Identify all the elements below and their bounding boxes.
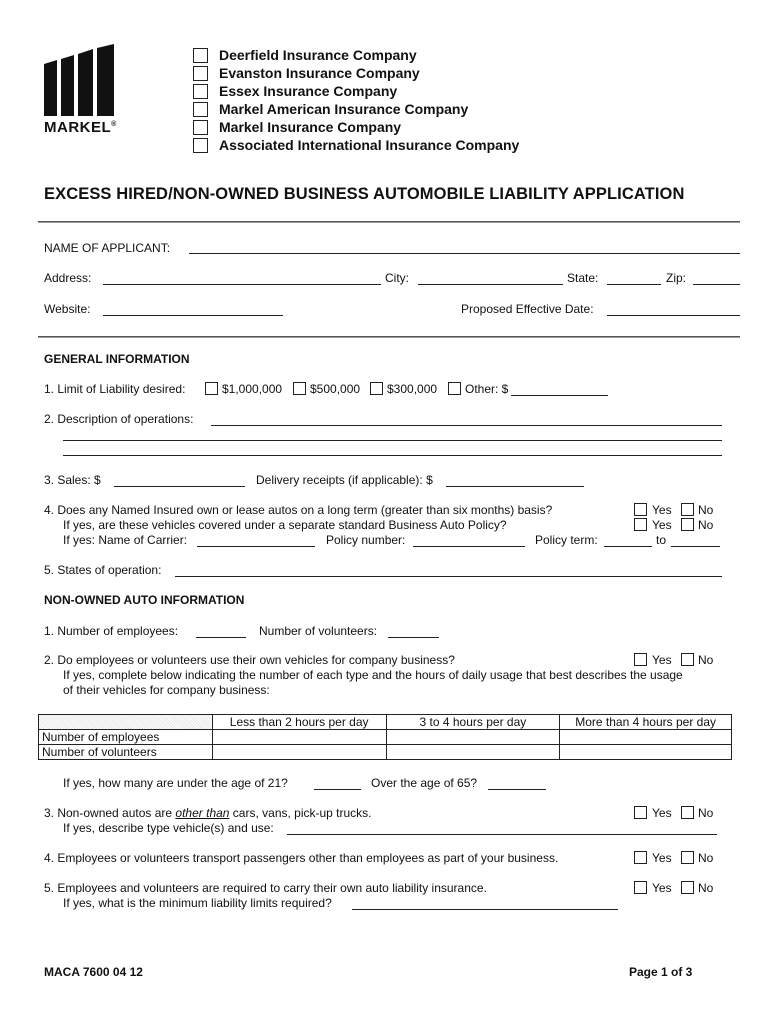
effective-date-label: Proposed Effective Date: (461, 302, 594, 316)
section-divider (38, 336, 740, 338)
operations-field-line[interactable] (63, 440, 722, 441)
volunteers-field[interactable] (388, 637, 439, 638)
table-input-cell[interactable] (386, 745, 560, 760)
yes-label: Yes (652, 851, 672, 865)
company-checkbox[interactable] (193, 102, 208, 117)
yes-label: Yes (652, 653, 672, 667)
address-field[interactable] (103, 284, 381, 285)
company-label: Markel American Insurance Company (219, 101, 469, 117)
company-checkbox[interactable] (193, 66, 208, 81)
table-input-cell[interactable] (212, 730, 386, 745)
sales-label: 3. Sales: $ (44, 473, 101, 487)
no-label: No (698, 851, 714, 865)
limit-500k-checkbox[interactable] (293, 382, 306, 395)
operations-label: 2. Description of operations: (44, 412, 194, 426)
limit-label: 1. Limit of Liability desired: (44, 382, 186, 396)
delivery-receipts-label: Delivery receipts (if applicable): $ (256, 473, 433, 487)
other-than-emphasis: other than (175, 806, 230, 820)
over-65-label: Over the age of 65? (371, 776, 478, 790)
separate-policy-no-checkbox[interactable] (681, 518, 694, 531)
operations-field-line[interactable] (63, 455, 722, 456)
yes-label: Yes (652, 881, 672, 895)
page-number: Page 1 of 3 (629, 965, 693, 979)
under-21-field[interactable] (314, 789, 361, 790)
own-vehicles-no-checkbox[interactable] (681, 653, 694, 666)
limit-option-label: Other: $ (465, 382, 509, 396)
transport-no-checkbox[interactable] (681, 851, 694, 864)
limit-option-label: $500,000 (310, 382, 361, 396)
zip-field[interactable] (693, 284, 740, 285)
vehicle-type-field[interactable] (287, 834, 717, 835)
table-header: More than 4 hours per day (560, 715, 732, 730)
policy-term-to-label: to (656, 533, 667, 547)
long-term-no-checkbox[interactable] (681, 503, 694, 516)
limit-300k-checkbox[interactable] (370, 382, 383, 395)
company-checkbox[interactable] (193, 120, 208, 135)
table-header: Less than 2 hours per day (212, 715, 386, 730)
markel-logo-mark-icon (44, 44, 120, 116)
policy-term-label: Policy term: (535, 533, 598, 547)
limit-option-label: $300,000 (387, 382, 438, 396)
vehicle-type-label: If yes, describe type vehicle(s) and use: (63, 821, 274, 835)
separate-policy-yes-checkbox[interactable] (634, 518, 647, 531)
carrier-label: If yes: Name of Carrier: (63, 533, 188, 547)
limit-other-checkbox[interactable] (448, 382, 461, 395)
website-field[interactable] (103, 315, 283, 316)
limit-other-field[interactable] (511, 395, 608, 396)
own-insurance-no-checkbox[interactable] (681, 881, 694, 894)
states-field[interactable] (175, 576, 722, 577)
website-label: Website: (44, 302, 91, 316)
minimum-limits-label: If yes, what is the minimum liability limits required? (63, 896, 332, 910)
applicant-name-label: NAME OF APPLICANT: (44, 241, 171, 255)
own-vehicles-instructions-cont: of their vehicles for company business: (63, 683, 270, 697)
limit-1m-checkbox[interactable] (205, 382, 218, 395)
other-autos-yes-checkbox[interactable] (634, 806, 647, 819)
long-term-autos-question: 4. Does any Named Insured own or lease autos on a long term (greater than six months) basis? (44, 503, 553, 517)
volunteers-label: Number of volunteers: (259, 624, 378, 638)
logo-text: MARKEL (44, 119, 112, 136)
no-label: No (698, 806, 714, 820)
table-row-label: Number of volunteers (39, 745, 213, 760)
state-field[interactable] (607, 284, 661, 285)
states-label: 5. States of operation: (44, 563, 162, 577)
company-label: Deerfield Insurance Company (219, 47, 417, 63)
other-autos-question-suffix: cars, vans, pick-up trucks. (229, 806, 372, 820)
transport-passengers-question: 4. Employees or volunteers transport passengers other than employees as part of your business. (44, 851, 559, 865)
company-checkbox[interactable] (193, 84, 208, 99)
company-label: Markel Insurance Company (219, 119, 402, 135)
non-owned-heading: NON-OWNED AUTO INFORMATION (44, 593, 245, 607)
effective-date-field[interactable] (607, 315, 740, 316)
company-label: Evanston Insurance Company (219, 65, 420, 81)
company-label: Associated International Insurance Company (219, 137, 520, 153)
table-input-cell[interactable] (560, 730, 732, 745)
other-autos-no-checkbox[interactable] (681, 806, 694, 819)
form-number: MACA 7600 04 12 (44, 965, 143, 979)
table-input-cell[interactable] (212, 745, 386, 760)
table-header-row (39, 715, 732, 730)
table-input-cell[interactable] (386, 730, 560, 745)
under-21-label: If yes, how many are under the age of 21? (63, 776, 288, 790)
general-info-heading: GENERAL INFORMATION (44, 352, 190, 366)
employees-label: 1. Number of employees: (44, 624, 179, 638)
table-corner-cell (39, 715, 213, 730)
zip-label: Zip: (666, 271, 687, 285)
registered-mark: ® (111, 121, 117, 128)
other-autos-question-prefix: 3. Non-owned autos are (44, 806, 176, 820)
transport-yes-checkbox[interactable] (634, 851, 647, 864)
own-vehicles-question: 2. Do employees or volunteers use their own vehicles for company business? (44, 653, 455, 667)
form-title: EXCESS HIRED/NON-OWNED BUSINESS AUTOMOBILE LIABILITY APPLICATION (44, 185, 685, 203)
table-row (39, 730, 732, 745)
delivery-receipts-field[interactable] (446, 486, 584, 487)
table-row (39, 745, 732, 760)
table-header: 3 to 4 hours per day (386, 715, 560, 730)
title-divider (38, 221, 740, 223)
carrier-field[interactable] (197, 546, 315, 547)
no-label: No (698, 881, 714, 895)
employees-field[interactable] (196, 637, 246, 638)
company-label: Essex Insurance Company (219, 83, 398, 99)
policy-number-label: Policy number: (326, 533, 406, 547)
company-checkbox[interactable] (193, 138, 208, 153)
sales-field[interactable] (114, 486, 245, 487)
separate-policy-question: If yes, are these vehicles covered under a separate standard Business Auto Policy? (63, 518, 507, 532)
yes-label: Yes (652, 518, 672, 532)
yes-label: Yes (652, 503, 672, 517)
city-field[interactable] (418, 284, 563, 285)
own-vehicles-instructions: If yes, complete below indicating the number of each type and the hours of daily usage that best describes the usage (63, 668, 683, 682)
policy-number-field[interactable] (413, 546, 525, 547)
company-checkbox[interactable] (193, 48, 208, 63)
minimum-limits-field[interactable] (352, 909, 618, 910)
limit-option-label: $1,000,000 (222, 382, 283, 396)
policy-term-end-field[interactable] (671, 546, 720, 547)
state-label: State: (567, 271, 599, 285)
city-label: City: (385, 271, 409, 285)
applicant-name-field[interactable] (189, 253, 740, 254)
no-label: No (698, 518, 714, 532)
address-label: Address: (44, 271, 92, 285)
yes-label: Yes (652, 806, 672, 820)
own-vehicles-yes-checkbox[interactable] (634, 653, 647, 666)
over-65-field[interactable] (488, 789, 546, 790)
own-insurance-yes-checkbox[interactable] (634, 881, 647, 894)
operations-field[interactable] (211, 425, 722, 426)
no-label: No (698, 503, 714, 517)
table-row-label: Number of employees (39, 730, 213, 745)
long-term-yes-checkbox[interactable] (634, 503, 647, 516)
no-label: No (698, 653, 714, 667)
vehicle-usage-table (38, 714, 732, 760)
own-insurance-question: 5. Employees and volunteers are required to carry their own auto liability insurance. (44, 881, 487, 895)
other-autos-question (44, 806, 372, 821)
table-input-cell[interactable] (560, 745, 732, 760)
markel-logo (44, 44, 120, 144)
policy-term-start-field[interactable] (604, 546, 652, 547)
